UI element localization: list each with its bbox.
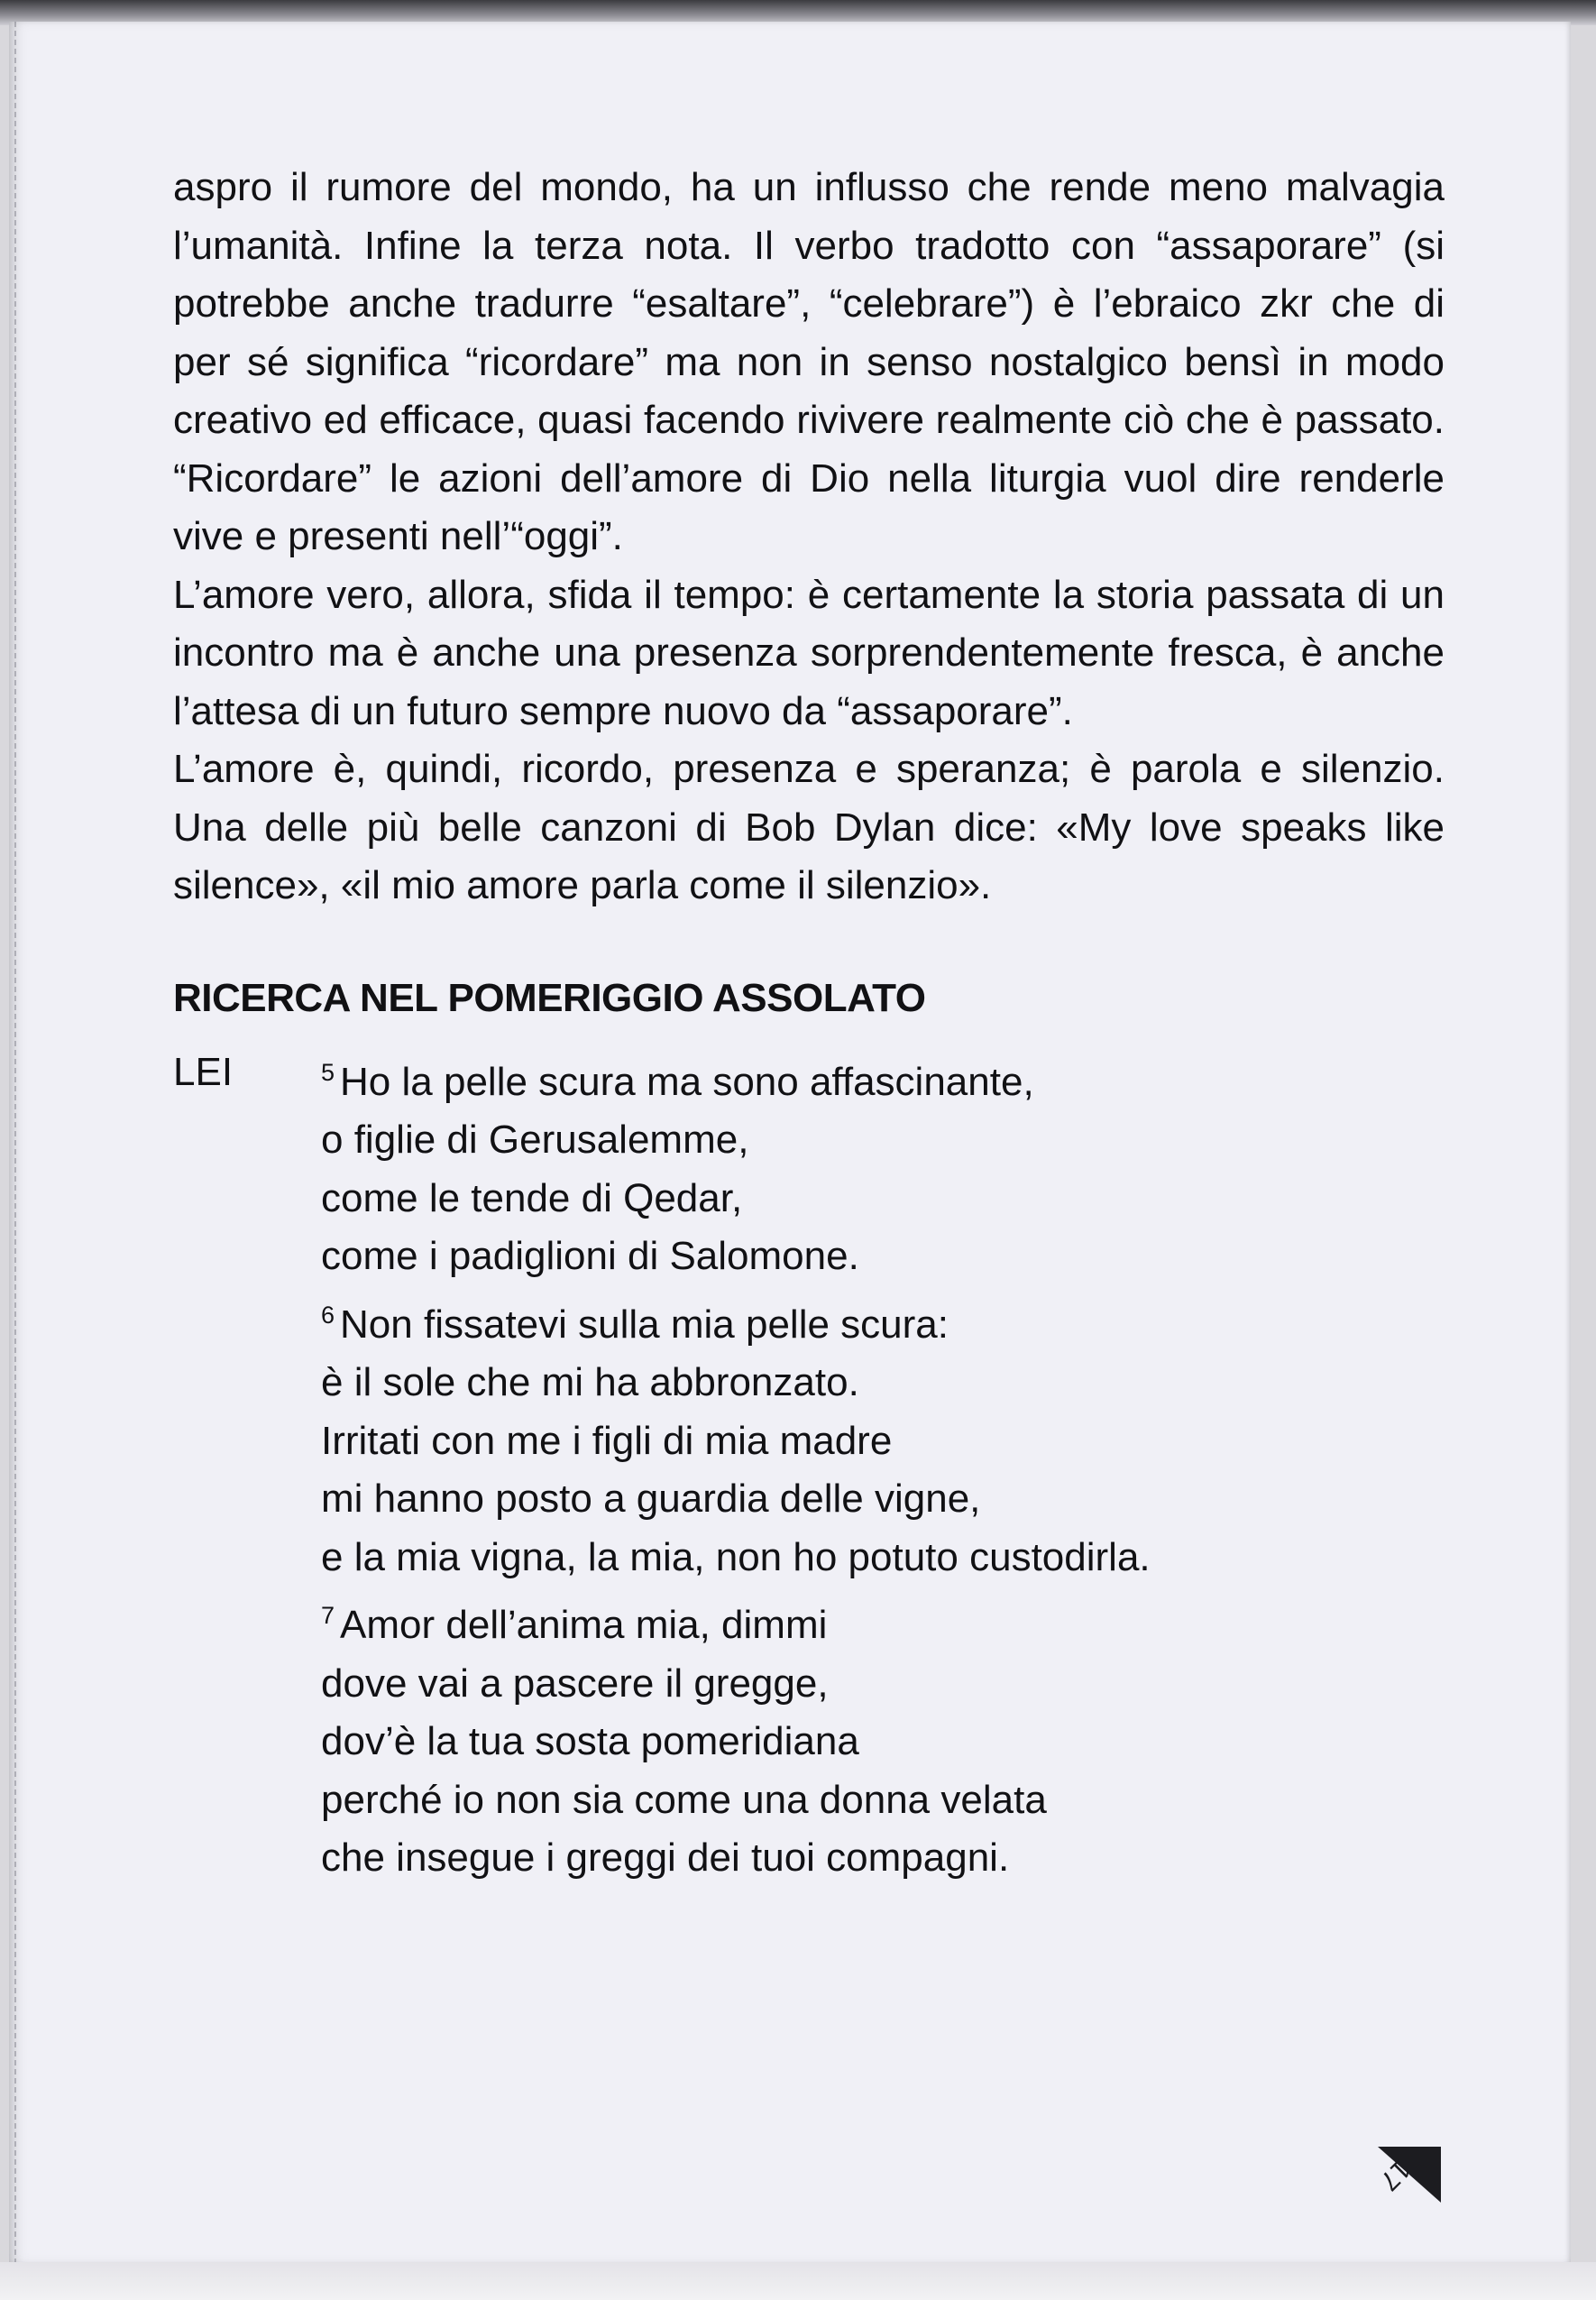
verse-line xyxy=(321,1829,1445,1888)
verse-number: 7 xyxy=(321,1602,335,1629)
paragraph-2: L’amore vero, allora, sfida il tempo: è certamente la storia passata di un incontro ma è anche una presenza sorprendentemente fresca, è anche l’attesa di un futuro sempre nuovo da “assaporare”. xyxy=(173,572,1445,733)
verse-text: che insegue i greggi dei tuoi compagni. xyxy=(321,1835,1010,1880)
verse-text: Irritati con me i figli di mia madre xyxy=(321,1418,893,1463)
verse-text: come i padiglioni di Salomone. xyxy=(321,1234,859,1278)
verse-line xyxy=(321,1044,1445,1112)
verse-line xyxy=(321,1713,1445,1771)
verse-block xyxy=(173,1044,1445,1888)
verse-lines xyxy=(321,1044,1445,1888)
binding-edge xyxy=(14,22,29,2264)
verse-line xyxy=(321,1587,1445,1655)
verse-line xyxy=(321,1655,1445,1714)
verse-text: Non fissatevi sulla mia pelle scura: xyxy=(340,1302,949,1347)
speaker-label: LEI xyxy=(173,1049,234,1094)
verse-line xyxy=(321,1111,1445,1170)
verse-line xyxy=(321,1286,1445,1355)
verse-text: dov’è la tua sosta pomeridiana xyxy=(321,1719,859,1763)
verse-line xyxy=(321,1354,1445,1412)
page-number: 17 xyxy=(1373,2153,1417,2196)
verse-text: è il sole che mi ha abbronzato. xyxy=(321,1360,859,1404)
verse-number: 5 xyxy=(321,1058,335,1086)
paragraph-3: L’amore è, quindi, ricordo, presenza e speranza; è parola e silenzio. Una delle più belle canzoni di Bob Dylan dice: «My love speaks like silence», «il mio amore parla come il silenzio». xyxy=(173,747,1445,907)
verse-text: Ho la pelle scura ma sono affascinante, xyxy=(340,1059,1034,1104)
verse-text: dove vai a pascere il gregge, xyxy=(321,1661,829,1706)
verse-text: o figlie di Gerusalemme, xyxy=(321,1118,749,1162)
prose-section xyxy=(173,159,1445,915)
page-text xyxy=(173,159,1445,1888)
verse-text: mi hanno posto a guardia delle vigne, xyxy=(321,1477,981,1521)
verse-line xyxy=(321,1771,1445,1830)
verse-number: 6 xyxy=(321,1301,335,1329)
section-heading: RICERCA NEL POMERIGGIO ASSOLATO xyxy=(173,975,926,1020)
verse-text: perché io non sia come una donna velata xyxy=(321,1777,1047,1822)
paragraph-1: aspro il rumore del mondo, ha un influsso che rende meno malvagia l’umanità. Infine la terza nota. Il verbo tradotto con “assaporare” (si potrebbe anche tradurre “esaltare”, “celebrare”) è l’ebraico zkr che di per sé significa “ricordare” ma non in senso nostalgico bensì in modo creativo ed efficace, quasi facendo rivivere realmente ciò che è passato. “Ricordare” le azioni dell’amore di Dio nella liturgia vuol dire renderle vive e presenti nell’“oggi”. xyxy=(173,165,1445,558)
verse-text: Amor dell’anima mia, dimmi xyxy=(340,1603,828,1647)
verse-text: come le tende di Qedar, xyxy=(321,1175,743,1220)
verse-line xyxy=(321,1170,1445,1228)
verse-text: e la mia vigna, la mia, non ho potuto custodirla. xyxy=(321,1534,1151,1579)
verse-line xyxy=(321,1228,1445,1286)
verse-line xyxy=(321,1412,1445,1471)
scan-edge-bottom xyxy=(0,2262,1596,2300)
verse-line xyxy=(321,1529,1445,1587)
verse-line xyxy=(321,1470,1445,1529)
